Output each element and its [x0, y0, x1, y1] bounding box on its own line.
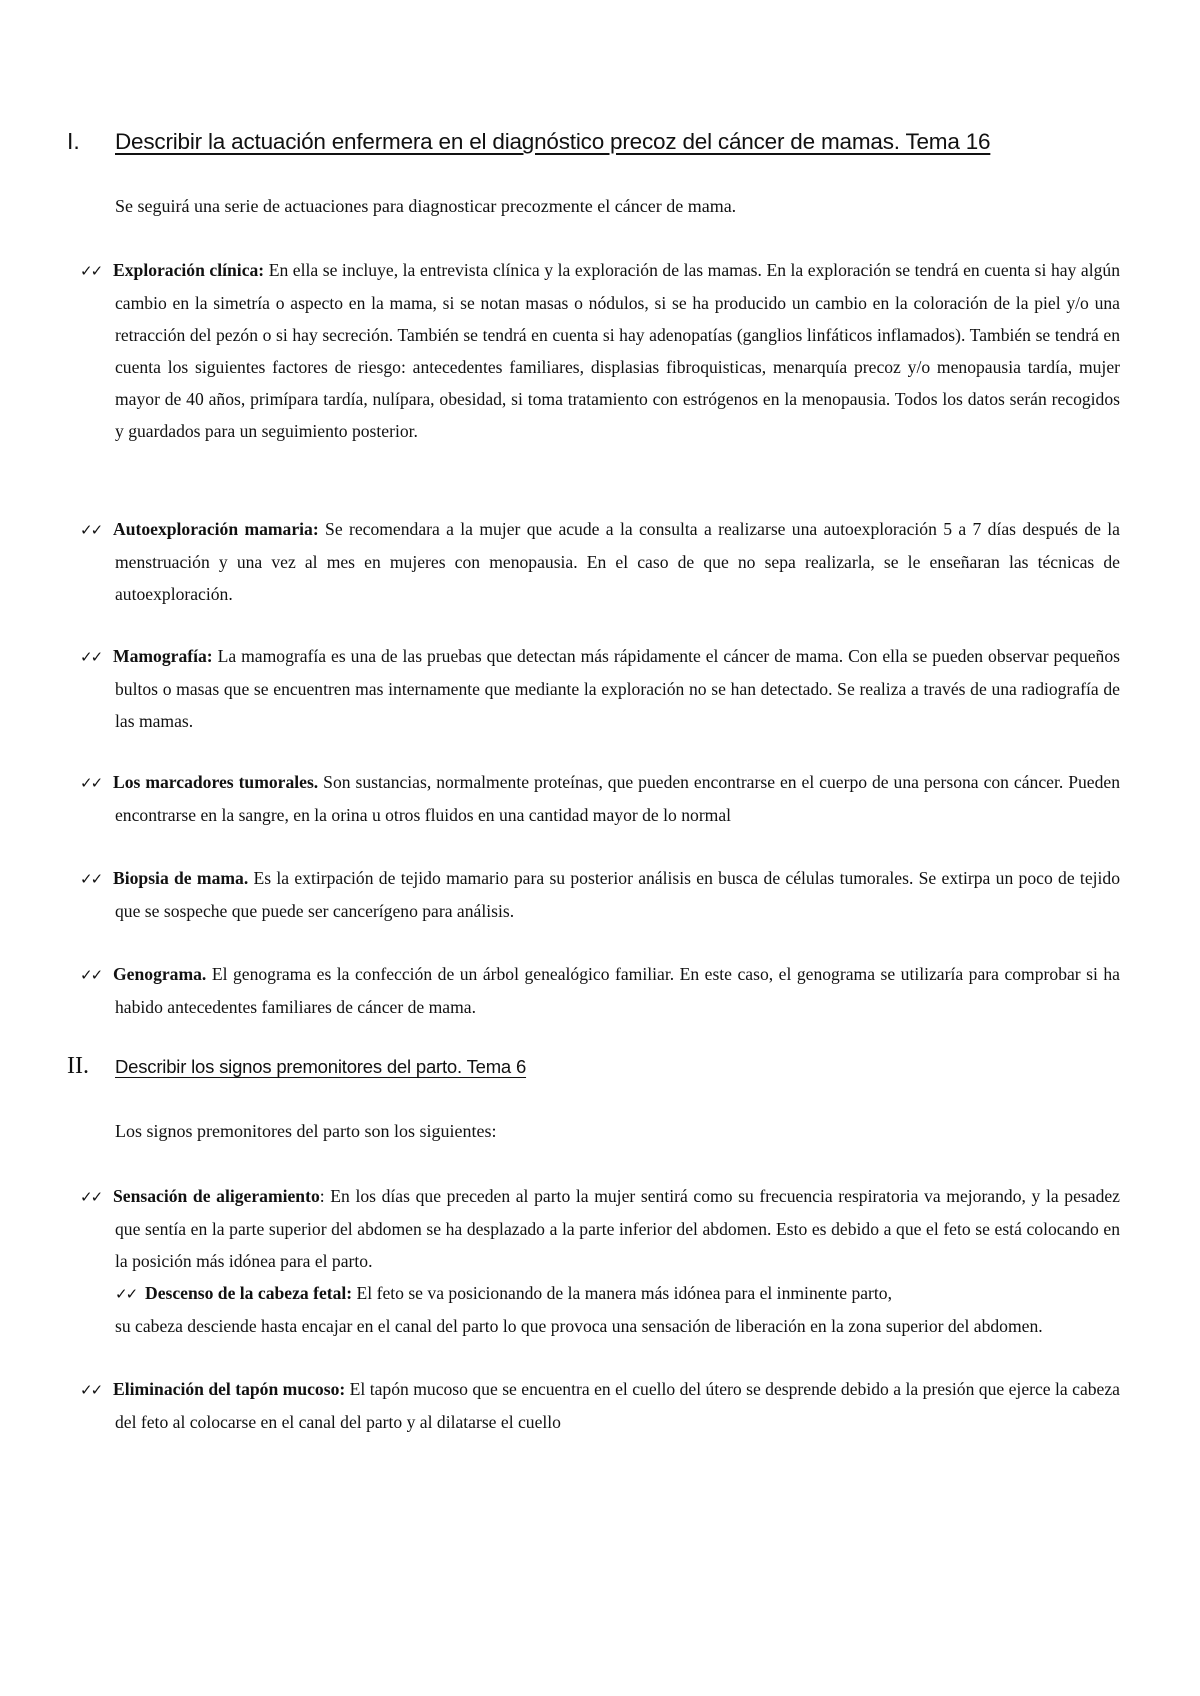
double-check-icon: ✓✓: [80, 1381, 102, 1399]
item-term: Eliminación del tapón mucoso:: [113, 1379, 346, 1399]
item-term: Autoexploración mamaria:: [113, 519, 319, 539]
section-1-title: Describir la actuación enfermera en el diagnóstico precoz del cáncer de mamas. Tema 16: [115, 129, 991, 154]
item-text: Son sustancias, normalmente proteínas, que pueden encontrarse en el cuerpo de una persona con cáncer. Pueden encontrarse en la sangre, en la orina u otros fluidos en una cantidad mayor de lo normal: [115, 772, 1120, 825]
item-term: Los marcadores tumorales.: [113, 772, 319, 792]
item-term: Sensación de aligeramiento: [113, 1186, 320, 1206]
double-check-icon: ✓✓: [80, 966, 102, 984]
list-item-exploracion-clinica: [80, 254, 1120, 447]
item-term: Genograma.: [113, 964, 207, 984]
item-text: El tapón mucoso que se encuentra en el cuello del útero se desprende debido a la presión que ejerce la cabeza del feto al colocarse en el canal del parto y al dilatarse el cuello: [115, 1379, 1120, 1432]
item-term: Descenso de la cabeza fetal:: [145, 1283, 353, 1303]
item-term: Biopsia de mama.: [113, 868, 249, 888]
section-2-heading: [67, 1053, 526, 1080]
double-check-icon: ✓✓: [80, 648, 102, 666]
double-check-icon: ✓✓: [80, 1188, 102, 1206]
item-term: Exploración clínica:: [113, 260, 265, 280]
item-term: Mamografía:: [113, 646, 213, 666]
descenso-continuation: su cabeza desciende hasta encajar en el canal del parto lo que provoca una sensación de liberación en la zona superior del abdomen.: [115, 1316, 1043, 1336]
item-text: : En los días que preceden al parto la mujer sentirá como su frecuencia respiratoria va mejorando, y la pesadez que sentía en la parte superior del abdomen se ha desplazado a la parte inferior del abdomen. Esto es debido a que el feto se está colocando en la posición más idónea para el parto.: [115, 1186, 1120, 1271]
item-text: La mamografía es una de las pruebas que detectan más rápidamente el cáncer de mama. Con ella se pueden observar pequeños bultos o masas que se encuentren mas internamente que mediante la exploración no se han detectado. Se realiza a través de una radiografía de las mamas.: [115, 646, 1120, 731]
list-item-eliminacion-tapon-mucoso: [80, 1373, 1120, 1438]
section-1-number: I.: [67, 128, 80, 154]
double-check-icon: ✓✓: [115, 1285, 137, 1303]
section-2-intro: Los signos premonitores del parto son los siguientes:: [115, 1121, 497, 1141]
section-1-intro: Se seguirá una serie de actuaciones para diagnosticar precozmente el cáncer de mama.: [115, 196, 737, 216]
section-1-heading: [67, 128, 990, 155]
double-check-icon: ✓✓: [80, 870, 102, 888]
item-text: El genograma es la confección de un árbol genealógico familiar. En este caso, el genograma se utilizaría para comprobar si ha habido antecedentes familiares de cáncer de mama.: [115, 964, 1120, 1017]
section-2-number: II.: [67, 1053, 89, 1079]
list-item-genograma: [80, 958, 1120, 1023]
item-text: Es la extirpación de tejido mamario para su posterior análisis en busca de células tumorales. Se extirpa un poco de tejido que se sospeche que puede ser cancerígeno para análisis.: [115, 868, 1120, 921]
list-item-sensacion-de-aligeramiento: [80, 1180, 1120, 1342]
double-check-icon: ✓✓: [80, 521, 102, 539]
item-text: El feto se va posicionando de la manera más idónea para el inminente parto,: [352, 1283, 892, 1303]
list-item-biopsia-de-mama: [80, 862, 1120, 927]
list-item-descenso-cabeza-fetal: [80, 1277, 1120, 1310]
list-item-mamografia: [80, 640, 1120, 737]
list-item-marcadores-tumorales: [80, 766, 1120, 831]
item-text: Se recomendara a la mujer que acude a la consulta a realizarse una autoexploración 5 a 7 días después de la menstruación y una vez al mes en mujeres con menopausia. En el caso de que no sepa realizarla, se le enseñaran las técnicas de autoexploración.: [115, 519, 1120, 604]
section-2-title: Describir los signos premonitores del parto. Tema 6: [115, 1056, 527, 1077]
double-check-icon: ✓✓: [80, 774, 102, 792]
item-text: En ella se incluye, la entrevista clínica y la exploración de las mamas. En la exploración se tendrá en cuenta si hay algún cambio en la simetría o aspecto en la mama, si se notan masas o nódulos, si se ha producido un cambio en la coloración de la piel y/o una retracción del pezón o si hay secreción. También se tendrá en cuenta si hay adenopatías (ganglios linfáticos inflamados). También se tendrá en cuenta los siguientes factores de riesgo: antecedentes familiares, displasias fibroquisticas, menarquía precoz y/o menopausia tardía, mujer mayor de 40 años, primípara tardía, nulípara, obesidad, si toma tratamiento con estrógenos en la menopausia. Todos los datos serán recogidos y guardados para un seguimiento posterior.: [115, 260, 1120, 441]
double-check-icon: ✓✓: [80, 262, 102, 280]
list-item-autoexploracion-mamaria: [80, 513, 1120, 610]
